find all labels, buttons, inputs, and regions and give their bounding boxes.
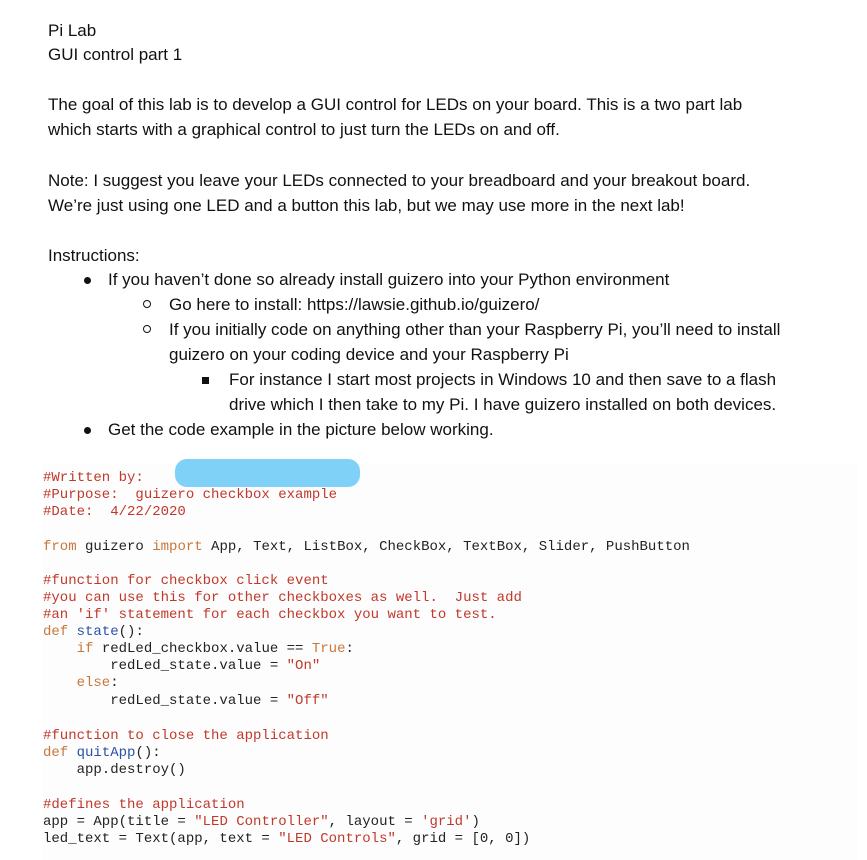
code-comment: #function to close the application	[43, 728, 329, 744]
code-comment: #function for checkbox click event	[43, 573, 329, 589]
code-line	[43, 641, 354, 658]
instruction-item-2: Get the code example in the picture below working.	[108, 420, 494, 439]
code-keyword: def	[43, 624, 69, 640]
code-function: quitApp	[68, 745, 136, 761]
code-text: redLed_state.value =	[43, 693, 287, 709]
code-string: "On"	[286, 658, 321, 674]
bullet-dot-icon	[84, 427, 91, 434]
code-text: , layout =	[328, 814, 422, 830]
code-line	[43, 762, 186, 779]
code-line	[43, 693, 329, 710]
note-line-1: Note: I suggest you leave your LEDs connected to your breadboard and your breakout board.	[48, 171, 751, 190]
bullet-circle-icon	[143, 300, 151, 308]
intro-line-2: which starts with a graphical control to just turn the LEDs on and off.	[48, 120, 560, 139]
code-text: :	[345, 641, 354, 657]
code-comment: #an 'if' statement for each checkbox you want to test.	[43, 607, 497, 623]
code-text: led_text = Text(app, text =	[43, 831, 279, 847]
code-text: :	[110, 675, 119, 691]
instruction-sub-2-line-1: If you initially code on anything other than your Raspberry Pi, you’ll need to install	[169, 320, 781, 339]
code-line	[43, 624, 144, 641]
code-text: App, Text, ListBox, CheckBox, TextBox, Slider, PushButton	[202, 539, 690, 555]
code-text: redLed_checkbox.value ==	[93, 641, 312, 657]
page-subtitle: GUI control part 1	[48, 45, 183, 64]
code-text: guizero	[76, 539, 153, 555]
code-line	[43, 590, 522, 607]
code-line	[43, 728, 329, 745]
code-line	[43, 487, 337, 504]
code-line	[43, 658, 320, 675]
bullet-dot-icon	[84, 277, 91, 284]
instruction-sub-1: Go here to install: https://lawsie.github.io/guizero/	[169, 295, 540, 314]
code-text: redLed_state.value =	[43, 658, 287, 674]
code-line	[43, 573, 329, 590]
code-screenshot	[43, 463, 858, 860]
code-keyword: True	[311, 641, 346, 657]
code-string: "LED Controller"	[194, 814, 329, 830]
instruction-subsub-line-2: drive which I then take to my Pi. I have guizero installed on both devices.	[229, 395, 777, 414]
code-text: app = App(title =	[43, 814, 195, 830]
code-line	[43, 745, 161, 762]
code-comment: #Purpose: guizero checkbox example	[43, 487, 338, 503]
instructions-heading: Instructions:	[48, 246, 140, 265]
code-text: , grid = [0, 0])	[395, 831, 531, 847]
instruction-item-1: If you haven’t done so already install guizero into your Python environment	[108, 270, 670, 289]
note-line-2: We’re just using one LED and a button this lab, but we may use more in the next lab!	[48, 196, 685, 215]
page-title: Pi Lab	[48, 21, 97, 40]
code-line	[43, 814, 480, 831]
code-comment: #you can use this for other checkboxes as well. Just add	[43, 590, 522, 606]
code-comment: #defines the application	[43, 797, 245, 813]
code-line	[43, 539, 690, 556]
code-keyword: def	[43, 745, 69, 761]
code-string: 'grid'	[421, 814, 472, 830]
redaction-mark	[175, 459, 360, 487]
code-line	[43, 831, 530, 848]
instruction-sub-2-line-2: guizero on your coding device and your Raspberry Pi	[169, 345, 569, 364]
code-text: ():	[135, 745, 161, 761]
intro-line-1: The goal of this lab is to develop a GUI control for LEDs on your board. This is a two part lab	[48, 95, 743, 114]
code-comment: #Written by:	[43, 470, 144, 486]
code-line	[43, 504, 186, 521]
code-text: ():	[118, 624, 144, 640]
code-line	[43, 470, 144, 487]
code-line	[43, 675, 119, 692]
code-line	[43, 797, 245, 814]
code-line	[43, 607, 497, 624]
code-text: app.destroy()	[43, 762, 186, 778]
code-string: "LED Controls"	[278, 831, 396, 847]
bullet-circle-icon	[143, 325, 151, 333]
code-function: state	[68, 624, 119, 640]
code-comment: #Date: 4/22/2020	[43, 504, 186, 520]
code-keyword: else	[43, 675, 111, 691]
instruction-subsub-line-1: For instance I start most projects in Windows 10 and then save to a flash	[229, 370, 777, 389]
code-keyword: if	[43, 641, 94, 657]
code-text: )	[471, 814, 480, 830]
code-keyword: from	[43, 539, 77, 555]
code-string: "Off"	[286, 693, 329, 709]
code-keyword: import	[152, 539, 203, 555]
bullet-square-icon	[202, 377, 209, 384]
